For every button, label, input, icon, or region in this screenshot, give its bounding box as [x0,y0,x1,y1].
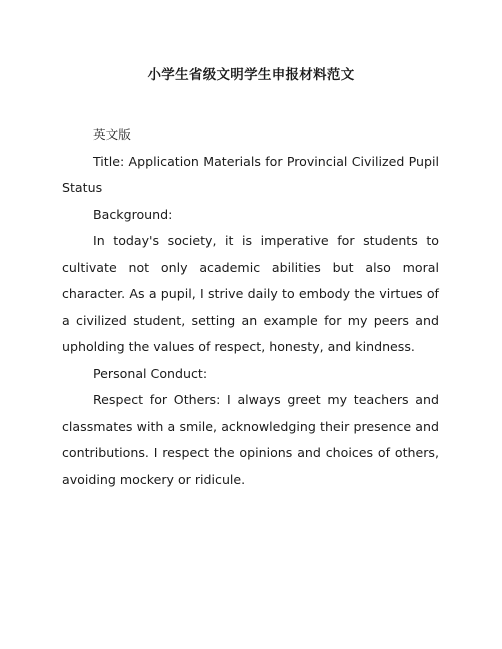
background-paragraph: In today's society, it is imperative for students to cultivate not only academic abilities but also moral character. As a pupil, I strive daily to embody the virtues of a civilized student, setting an example for my peers and upholding the values of respect, honesty, and kindness. [62,233,439,354]
document-body [62,122,439,493]
personal-conduct-heading: Personal Conduct: [93,365,208,381]
document-title: 小学生省级文明学生申报材料范文 [147,67,355,83]
language-label: 英文版 [93,127,131,142]
background-heading: Background: [93,206,173,222]
respect-for-others-paragraph: Respect for Others: I always greet my teachers and classmates with a smile, acknowledging their presence and contributions. I respect the opinions and choices of others, avoiding mockery or ridicule. [62,392,439,487]
application-title-paragraph: Title: Application Materials for Provincial Civilized Pupil Status [62,153,439,195]
